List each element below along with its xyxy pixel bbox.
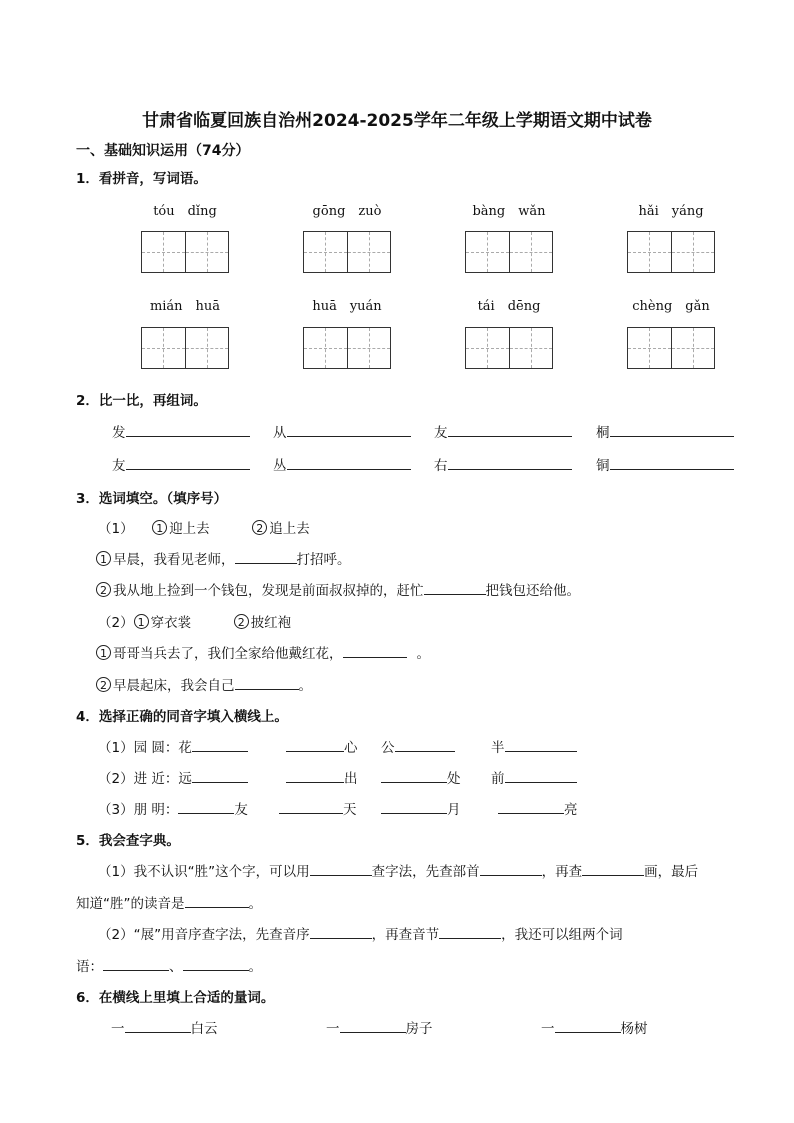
text: 。	[248, 959, 262, 975]
circled-number: 1	[134, 614, 149, 629]
sentence-4	[96, 674, 312, 694]
section-heading: 一、基础知识运用（74分）	[76, 143, 250, 159]
word-options-2	[98, 611, 291, 631]
homophone-item	[498, 798, 578, 818]
sentence-text: 。	[298, 678, 312, 694]
sentence-1	[96, 548, 351, 568]
compare-item	[434, 421, 572, 441]
homophone-row-2	[98, 767, 248, 787]
answer-blank[interactable]	[395, 737, 455, 752]
answer-blank[interactable]	[439, 924, 501, 939]
suffix-char: 天	[343, 802, 357, 818]
homophone-item	[491, 767, 577, 787]
prefix-char: 一	[326, 1021, 340, 1037]
row-head: （2）进 近：远	[98, 771, 192, 787]
text: ，再查音节	[371, 927, 440, 943]
compare-item	[434, 454, 572, 474]
text: 。	[248, 896, 262, 912]
homophone-item	[381, 767, 461, 787]
option-text: 穿衣裳	[150, 615, 192, 631]
answer-blank[interactable]	[286, 737, 344, 752]
answer-blank[interactable]	[310, 861, 372, 876]
circled-number: 1	[96, 551, 111, 566]
pinyin-label: hǎi yáng	[638, 204, 704, 219]
noun: 房子	[405, 1021, 433, 1037]
circled-number: 2	[96, 677, 111, 692]
circled-number: 1	[96, 645, 111, 660]
homophone-item	[491, 736, 577, 756]
tianzige-box[interactable]	[465, 327, 553, 369]
answer-blank[interactable]	[235, 675, 299, 690]
tianzige-box[interactable]	[141, 231, 229, 273]
sentence-text: 早晨起床，我会自己	[113, 678, 235, 694]
answer-blank[interactable]	[343, 643, 407, 658]
answer-blank[interactable]	[126, 422, 250, 437]
circled-number: 2	[96, 582, 111, 597]
homophone-item	[381, 736, 455, 756]
circled-number: 1	[152, 520, 167, 535]
pinyin-label: mián huā	[149, 299, 221, 314]
part-number: （2）	[98, 615, 134, 631]
prefix-char: 半	[491, 740, 505, 756]
text: 语：	[76, 959, 103, 975]
compare-item	[596, 421, 734, 441]
answer-blank[interactable]	[287, 422, 411, 437]
word-options-1	[98, 517, 310, 537]
text: 、	[169, 959, 183, 975]
pinyin-label: huā yuán	[312, 299, 382, 314]
compare-char: 友	[112, 458, 126, 474]
answer-blank[interactable]	[125, 1018, 191, 1033]
pinyin-label: tái dēng	[477, 299, 541, 314]
pinyin-label: chèng gǎn	[632, 299, 710, 314]
answer-blank[interactable]	[381, 799, 447, 814]
pinyin-label: gōng zuò	[312, 204, 382, 219]
dictionary-line-2	[76, 892, 262, 912]
row-head: （1）园 圆：花	[98, 740, 192, 756]
tianzige-box[interactable]	[303, 231, 391, 273]
prefix-char: 公	[381, 740, 395, 756]
compare-item	[112, 454, 250, 474]
sentence-text: 把钱包还给他。	[485, 583, 580, 599]
suffix-char: 心	[344, 740, 358, 756]
page-title: 甘肃省临夏回族自治州2024-2025学年二年级上学期语文期中试卷	[142, 111, 652, 131]
homophone-item	[286, 767, 358, 787]
compare-char: 从	[273, 425, 287, 441]
suffix-char: 友	[234, 802, 248, 818]
compare-char: 丛	[273, 458, 287, 474]
measure-word-item	[111, 1017, 218, 1037]
prefix-char: 前	[491, 771, 505, 787]
answer-blank[interactable]	[310, 924, 372, 939]
question-6-label: 6．在横线上里填上合适的量词。	[76, 990, 275, 1006]
circled-number: 2	[252, 520, 267, 535]
question-5-label: 5．我会查字典。	[76, 833, 180, 849]
homophone-row-3	[98, 798, 248, 818]
measure-word-item	[326, 1017, 433, 1037]
tianzige-box[interactable]	[303, 327, 391, 369]
tianzige-box[interactable]	[465, 231, 553, 273]
text: （2）“展”用音序查字法，先查音序	[98, 927, 310, 943]
sentence-text: 早晨，我看见老师，	[113, 552, 235, 568]
row-head: （3）朋 明：	[98, 802, 179, 818]
answer-blank[interactable]	[448, 455, 572, 470]
suffix-char: 亮	[564, 802, 578, 818]
noun: 白云	[190, 1021, 218, 1037]
homophone-item	[279, 798, 357, 818]
compare-item	[273, 454, 411, 474]
answer-blank[interactable]	[126, 455, 250, 470]
dictionary-line-4	[76, 955, 262, 975]
text: ，我还可以组两个词	[501, 927, 623, 943]
answer-blank[interactable]	[178, 799, 234, 814]
suffix-char: 月	[447, 802, 461, 818]
homophone-row-1	[98, 736, 248, 756]
measure-word-item	[541, 1017, 648, 1037]
answer-blank[interactable]	[340, 1018, 406, 1033]
text: 查字法，先查部首	[371, 864, 480, 880]
answer-blank[interactable]	[103, 956, 169, 971]
suffix-char: 出	[344, 771, 358, 787]
compare-char: 发	[112, 425, 126, 441]
answer-blank[interactable]	[555, 1018, 621, 1033]
answer-blank[interactable]	[505, 768, 577, 783]
compare-item	[273, 421, 411, 441]
question-3-label: 3．选词填空。（填序号）	[76, 491, 228, 507]
homophone-item	[286, 736, 358, 756]
sentence-3	[96, 642, 430, 662]
answer-blank[interactable]	[192, 737, 248, 752]
tianzige-box[interactable]	[627, 231, 715, 273]
noun: 杨树	[620, 1021, 648, 1037]
answer-blank[interactable]	[498, 799, 564, 814]
question-2-label: 2．比一比，再组词。	[76, 393, 207, 409]
answer-blank[interactable]	[610, 455, 734, 470]
suffix-char: 处	[447, 771, 461, 787]
text: 画，最后	[644, 864, 699, 880]
question-1-label: 1．看拼音，写词语。	[76, 171, 207, 187]
text: ，再查	[541, 864, 583, 880]
answer-blank[interactable]	[610, 422, 734, 437]
answer-blank[interactable]	[183, 956, 249, 971]
homophone-item	[381, 798, 461, 818]
answer-blank[interactable]	[287, 455, 411, 470]
prefix-char: 一	[111, 1021, 125, 1037]
answer-blank[interactable]	[279, 799, 343, 814]
pinyin-label: bàng wǎn	[472, 204, 546, 219]
dictionary-line-1	[98, 860, 698, 880]
dictionary-line-3	[98, 923, 623, 943]
circled-number: 2	[234, 614, 249, 629]
sentence-text: 。	[416, 646, 430, 662]
option-text: 披红袍	[250, 615, 292, 631]
option-text: 迎上去	[169, 521, 210, 537]
pinyin-label: tóu dǐng	[153, 204, 217, 219]
part-number: （1）	[98, 521, 134, 537]
answer-blank[interactable]	[235, 549, 297, 564]
compare-char: 右	[434, 458, 448, 474]
prefix-char: 一	[541, 1021, 555, 1037]
option-text: 追上去	[269, 521, 310, 537]
compare-char: 友	[434, 425, 448, 441]
compare-item	[596, 454, 734, 474]
answer-blank[interactable]	[424, 580, 486, 595]
compare-char: 铜	[596, 458, 610, 474]
compare-char: 桐	[596, 425, 610, 441]
text: （1）我不认识“胜”这个字，可以用	[98, 864, 310, 880]
answer-blank[interactable]	[480, 861, 542, 876]
answer-blank[interactable]	[448, 422, 572, 437]
answer-blank[interactable]	[381, 768, 447, 783]
answer-blank[interactable]	[286, 768, 344, 783]
answer-blank[interactable]	[192, 768, 248, 783]
tianzige-box[interactable]	[627, 327, 715, 369]
question-4-label: 4．选择正确的同音字填入横线上。	[76, 709, 288, 725]
sentence-text: 我从地上捡到一个钱包，发现是前面叔叔掉的，赶忙	[113, 583, 424, 599]
sentence-text: 打招呼。	[296, 552, 351, 568]
sentence-text: 哥哥当兵去了，我们全家给他戴红花，	[113, 646, 343, 662]
tianzige-box[interactable]	[141, 327, 229, 369]
answer-blank[interactable]	[185, 893, 249, 908]
answer-blank[interactable]	[505, 737, 577, 752]
text: 知道“胜”的读音是	[76, 896, 185, 912]
compare-item	[112, 421, 250, 441]
answer-blank[interactable]	[582, 861, 644, 876]
sentence-2	[96, 579, 580, 599]
